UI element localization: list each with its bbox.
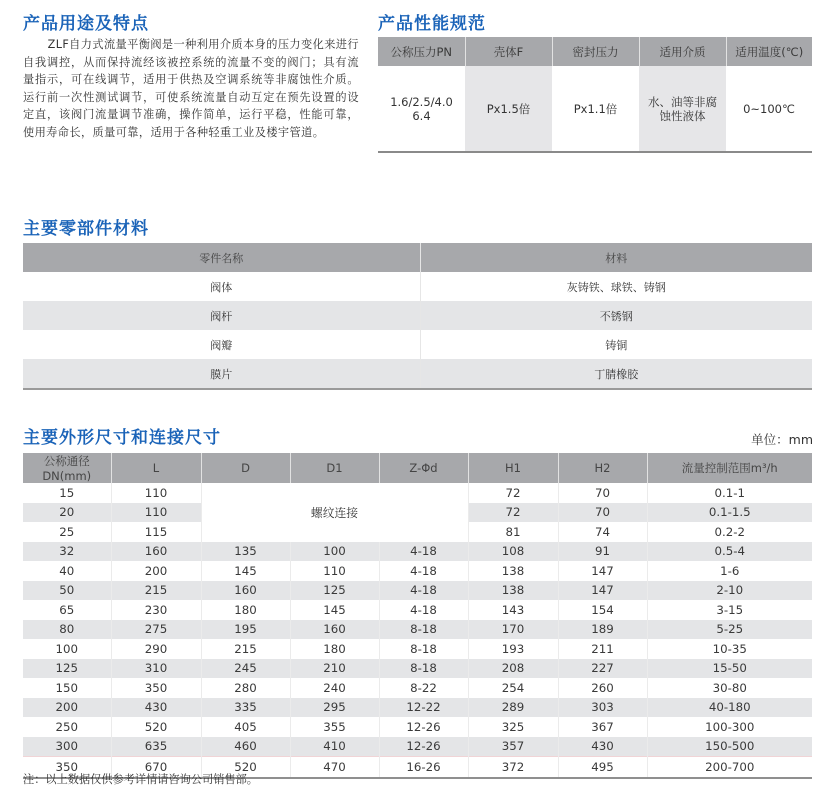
dim-cell-dn: 80	[23, 620, 111, 640]
dim-cell-l: 520	[111, 717, 201, 737]
dim-cell-h1: 357	[468, 737, 558, 757]
dim-cell-flow: 40-180	[647, 698, 812, 718]
dim-cell-h1: 108	[468, 542, 558, 562]
dim-cell-h1: 143	[468, 600, 558, 620]
materials-header-material: 材料	[420, 243, 812, 272]
dim-cell-flow: 15-50	[647, 659, 812, 679]
dim-cell-flow: 2-10	[647, 581, 812, 601]
dim-header-d: D	[201, 453, 290, 483]
dimensions-row	[23, 561, 812, 581]
dim-header-z-d: Z-Φd	[379, 453, 468, 483]
spec-row	[378, 66, 812, 152]
materials-title: 主要零部件材料	[23, 219, 149, 239]
materials-header-part: 零件名称	[23, 243, 420, 272]
spec-header-shell: 壳体F	[465, 37, 552, 66]
dim-cell-l: 115	[111, 522, 201, 542]
materials-row	[23, 272, 812, 301]
dimensions-header-row	[23, 453, 812, 483]
dim-cell-z-d: 12-26	[379, 717, 468, 737]
dim-cell-flow: 1-6	[647, 561, 812, 581]
spec-pn-line2: 6.4	[412, 108, 431, 123]
dim-cell-d1: 210	[290, 659, 379, 679]
dim-cell-flow: 100-300	[647, 717, 812, 737]
dim-cell-l: 350	[111, 678, 201, 698]
spec-pn-line1: 1.6/2.5/4.0	[390, 94, 453, 109]
dim-cell-flow: 200-700	[647, 757, 812, 778]
dim-cell-dn: 15	[23, 483, 111, 503]
dim-cell-dn: 200	[23, 698, 111, 718]
dim-cell-d1: 355	[290, 717, 379, 737]
dim-header-h1: H1	[468, 453, 558, 483]
materials-part: 阀杆	[23, 301, 420, 330]
spec-header-medium: 适用介质	[639, 37, 726, 66]
dimensions-row	[23, 600, 812, 620]
spec-cell-seal: Px1.1倍	[552, 66, 639, 152]
dim-cell-h2: 189	[558, 620, 647, 640]
dimensions-row	[23, 620, 812, 640]
dim-cell-h2: 260	[558, 678, 647, 698]
dim-cell-h1: 81	[468, 522, 558, 542]
dim-cell-h2: 367	[558, 717, 647, 737]
dim-cell-h2: 91	[558, 542, 647, 562]
dim-cell-l: 230	[111, 600, 201, 620]
dim-cell-h1: 138	[468, 581, 558, 601]
dim-cell-h2: 147	[558, 581, 647, 601]
dim-cell-flow: 10-35	[647, 639, 812, 659]
spec-header-pn: 公称压力PN	[378, 37, 465, 66]
dim-header-h2: H2	[558, 453, 647, 483]
dim-cell-d: 460	[201, 737, 290, 757]
spec-cell-temp: 0~100℃	[726, 66, 812, 152]
dim-cell-h2: 70	[558, 503, 647, 523]
materials-material: 铸铜	[420, 330, 812, 359]
dimensions-table	[23, 453, 812, 779]
dim-cell-l: 310	[111, 659, 201, 679]
dim-cell-d: 195	[201, 620, 290, 640]
dim-cell-dn: 150	[23, 678, 111, 698]
dim-cell-d1: 410	[290, 737, 379, 757]
dim-cell-h1: 193	[468, 639, 558, 659]
materials-material: 灰铸铁、球铁、铸钢	[420, 272, 812, 301]
dim-cell-h1: 72	[468, 483, 558, 503]
dim-cell-l: 200	[111, 561, 201, 581]
materials-table	[23, 243, 812, 390]
dimensions-row	[23, 678, 812, 698]
dim-cell-h1: 289	[468, 698, 558, 718]
materials-header-row	[23, 243, 812, 272]
dim-cell-z-d: 4-18	[379, 561, 468, 581]
spec-header-temp: 适用温度(℃)	[726, 37, 812, 66]
dim-cell-dn: 100	[23, 639, 111, 659]
dim-cell-z-d: 4-18	[379, 600, 468, 620]
dim-cell-d1: 110	[290, 561, 379, 581]
dim-cell-dn: 250	[23, 717, 111, 737]
dim-cell-flow: 0.5-4	[647, 542, 812, 562]
spec-medium-line2: 蚀性液体	[659, 108, 706, 123]
dim-cell-d: 335	[201, 698, 290, 718]
dim-cell-h2: 495	[558, 757, 647, 778]
dim-cell-h2: 227	[558, 659, 647, 679]
dim-cell-flow: 3-15	[647, 600, 812, 620]
dimensions-row	[23, 483, 812, 503]
materials-material: 不锈钢	[420, 301, 812, 330]
spec-title: 产品性能规范	[378, 14, 486, 34]
intro-title: 产品用途及特点	[23, 14, 149, 34]
dim-cell-h1: 325	[468, 717, 558, 737]
spec-cell-shell: Px1.5倍	[465, 66, 552, 152]
dim-cell-flow: 5-25	[647, 620, 812, 640]
materials-part: 膜片	[23, 359, 420, 389]
dim-cell-h2: 430	[558, 737, 647, 757]
dim-cell-z-d: 4-18	[379, 581, 468, 601]
dim-cell-d1: 145	[290, 600, 379, 620]
dim-header-dn: 公称通径DN(mm)	[23, 453, 111, 483]
dim-cell-l: 290	[111, 639, 201, 659]
dim-cell-dn: 125	[23, 659, 111, 679]
unit-label: 单位：mm	[751, 432, 813, 447]
dim-cell-d: 145	[201, 561, 290, 581]
dim-cell-d: 520	[201, 757, 290, 778]
materials-row	[23, 301, 812, 330]
dim-cell-l: 110	[111, 483, 201, 503]
dim-cell-h2: 70	[558, 483, 647, 503]
dim-cell-flow: 0.1-1.5	[647, 503, 812, 523]
dimensions-row	[23, 717, 812, 737]
dim-cell-l: 635	[111, 737, 201, 757]
footnote: 注：以上数据仅供参考详情请咨询公司销售部。	[23, 773, 258, 786]
materials-material: 丁腈橡胶	[420, 359, 812, 389]
dimensions-row	[23, 542, 812, 562]
dim-cell-d: 215	[201, 639, 290, 659]
dim-cell-dn: 32	[23, 542, 111, 562]
dim-header-l: L	[111, 453, 201, 483]
dim-cell-d: 160	[201, 581, 290, 601]
dim-cell-h1: 138	[468, 561, 558, 581]
dim-cell-z-d: 4-18	[379, 542, 468, 562]
spec-header-seal: 密封压力	[552, 37, 639, 66]
dim-cell-d: 405	[201, 717, 290, 737]
spec-cell-pn	[378, 66, 465, 152]
dim-cell-flow: 0.1-1	[647, 483, 812, 503]
dim-cell-d1: 160	[290, 620, 379, 640]
dim-cell-h1: 372	[468, 757, 558, 778]
dim-cell-d1: 180	[290, 639, 379, 659]
dim-cell-l: 275	[111, 620, 201, 640]
dimensions-title: 主要外形尺寸和连接尺寸	[23, 428, 221, 448]
dim-cell-d1: 125	[290, 581, 379, 601]
dim-cell-dn: 65	[23, 600, 111, 620]
dim-cell-h2: 211	[558, 639, 647, 659]
dim-cell-h2: 303	[558, 698, 647, 718]
dim-cell-h1: 254	[468, 678, 558, 698]
dim-cell-flow: 0.2-2	[647, 522, 812, 542]
materials-row	[23, 330, 812, 359]
dim-header-d1: D1	[290, 453, 379, 483]
dim-cell-flow: 150-500	[647, 737, 812, 757]
dim-cell-l: 670	[111, 757, 201, 778]
dim-cell-l: 160	[111, 542, 201, 562]
spec-medium-line1: 水、油等非腐	[648, 94, 717, 109]
dim-cell-d1: 295	[290, 698, 379, 718]
dim-cell-d1: 240	[290, 678, 379, 698]
dim-cell-d: 245	[201, 659, 290, 679]
dim-cell-d1: 470	[290, 757, 379, 778]
dim-cell-dn: 25	[23, 522, 111, 542]
dim-cell-l: 430	[111, 698, 201, 718]
dim-cell-z-d: 8-18	[379, 659, 468, 679]
spec-header-row	[378, 37, 812, 66]
dim-cell-dn: 50	[23, 581, 111, 601]
dim-cell-d: 180	[201, 600, 290, 620]
dim-cell-l: 215	[111, 581, 201, 601]
dimensions-row	[23, 581, 812, 601]
dim-cell-h1: 208	[468, 659, 558, 679]
dim-cell-dn: 40	[23, 561, 111, 581]
dim-cell-flow: 30-80	[647, 678, 812, 698]
thread-connection-cell: 螺纹连接	[201, 483, 468, 542]
materials-row	[23, 359, 812, 389]
spec-table	[378, 37, 812, 153]
dim-header-flow: 流量控制范围m³/h	[647, 453, 812, 483]
dimensions-row	[23, 639, 812, 659]
materials-part: 阀体	[23, 272, 420, 301]
dim-cell-l: 110	[111, 503, 201, 523]
dim-cell-z-d: 12-22	[379, 698, 468, 718]
dim-cell-h1: 72	[468, 503, 558, 523]
dim-cell-dn: 350	[23, 757, 111, 778]
dim-cell-d: 280	[201, 678, 290, 698]
spec-cell-medium	[639, 66, 726, 152]
dim-cell-z-d: 8-18	[379, 639, 468, 659]
materials-part: 阀瓣	[23, 330, 420, 359]
dim-cell-z-d: 8-18	[379, 620, 468, 640]
dimensions-row	[23, 737, 812, 757]
dimensions-row	[23, 698, 812, 718]
dim-cell-d: 135	[201, 542, 290, 562]
dim-cell-h1: 170	[468, 620, 558, 640]
dim-cell-z-d: 12-26	[379, 737, 468, 757]
dim-cell-h2: 147	[558, 561, 647, 581]
dim-cell-d1: 100	[290, 542, 379, 562]
dim-cell-dn: 20	[23, 503, 111, 523]
intro-text: ZLF自力式流量平衡阀是一种利用介质本身的压力变化来进行自我调控，从而保持流经该被控系统的流量不变的阀门；具有流量指示，可在线调节，适用于供热及空调系统等非腐蚀性介质。运行前一次性测试调节，可使系统流量自动互定在预先设置的设定直，该阀门流量调节准确，操作简单，运行平稳，性能可靠，使用寿命长，质量可靠，适用于各种轻重工业及楼宇管道。	[23, 38, 359, 139]
dim-cell-z-d: 8-22	[379, 678, 468, 698]
dim-cell-z-d: 16-26	[379, 757, 468, 778]
dimensions-row	[23, 659, 812, 679]
dim-cell-h2: 154	[558, 600, 647, 620]
dim-cell-dn: 300	[23, 737, 111, 757]
dim-cell-h2: 74	[558, 522, 647, 542]
